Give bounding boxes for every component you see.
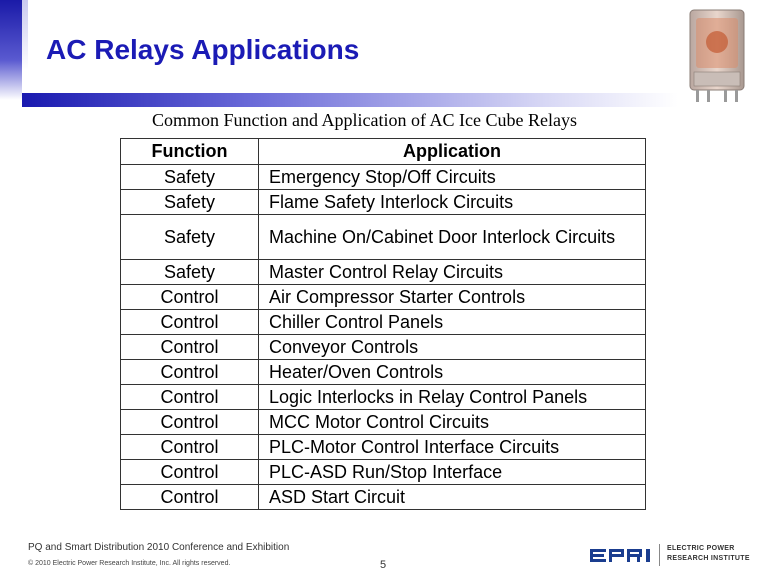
table-row — [121, 410, 646, 435]
copyright-footer: © 2010 Electric Power Research Institute, Inc. All rights reserved. — [28, 560, 231, 567]
relay-image — [686, 6, 748, 104]
function-cell: Control — [121, 435, 259, 460]
table-row — [121, 335, 646, 360]
relay-applications-table — [120, 138, 646, 510]
application-cell: Air Compressor Starter Controls — [259, 285, 646, 310]
title-underline-bar — [22, 93, 678, 107]
conference-footer: PQ and Smart Distribution 2010 Conference and Exhibition — [28, 542, 290, 553]
function-cell: Control — [121, 285, 259, 310]
application-cell: Emergency Stop/Off Circuits — [259, 165, 646, 190]
header-application: Application — [259, 139, 646, 165]
table-row — [121, 310, 646, 335]
logo-text-line1: ELECTRIC POWER — [667, 545, 735, 552]
table-row — [121, 215, 646, 260]
function-cell: Safety — [121, 165, 259, 190]
table-row — [121, 165, 646, 190]
application-cell: Conveyor Controls — [259, 335, 646, 360]
function-cell: Control — [121, 485, 259, 510]
application-cell: MCC Motor Control Circuits — [259, 410, 646, 435]
header-function: Function — [121, 139, 259, 165]
function-cell: Safety — [121, 190, 259, 215]
table-row — [121, 260, 646, 285]
application-cell: Flame Safety Interlock Circuits — [259, 190, 646, 215]
table-row — [121, 190, 646, 215]
logo-text-line2: RESEARCH INSTITUTE — [667, 555, 750, 562]
table-row — [121, 360, 646, 385]
table-row — [121, 460, 646, 485]
application-cell: Machine On/Cabinet Door Interlock Circuits — [259, 215, 646, 260]
table-row — [121, 485, 646, 510]
table-row — [121, 435, 646, 460]
table-header-row — [121, 139, 646, 165]
function-cell: Control — [121, 460, 259, 485]
application-cell: PLC-ASD Run/Stop Interface — [259, 460, 646, 485]
left-accent-bar-light — [22, 0, 28, 70]
function-cell: Control — [121, 310, 259, 335]
table-row — [121, 385, 646, 410]
function-cell: Control — [121, 335, 259, 360]
function-cell: Control — [121, 410, 259, 435]
application-cell: ASD Start Circuit — [259, 485, 646, 510]
page-number: 5 — [380, 559, 387, 571]
left-accent-bar — [0, 0, 22, 100]
application-cell: Logic Interlocks in Relay Control Panels — [259, 385, 646, 410]
table-title: Common Function and Application of AC Ice Cube Relays — [152, 110, 577, 130]
function-cell: Safety — [121, 260, 259, 285]
function-cell: Control — [121, 360, 259, 385]
slide-title: AC Relays Applications — [46, 34, 360, 65]
application-cell: PLC-Motor Control Interface Circuits — [259, 435, 646, 460]
function-cell: Safety — [121, 215, 259, 260]
application-cell: Heater/Oven Controls — [259, 360, 646, 385]
table-row — [121, 285, 646, 310]
function-cell: Control — [121, 385, 259, 410]
application-cell: Master Control Relay Circuits — [259, 260, 646, 285]
application-cell: Chiller Control Panels — [259, 310, 646, 335]
